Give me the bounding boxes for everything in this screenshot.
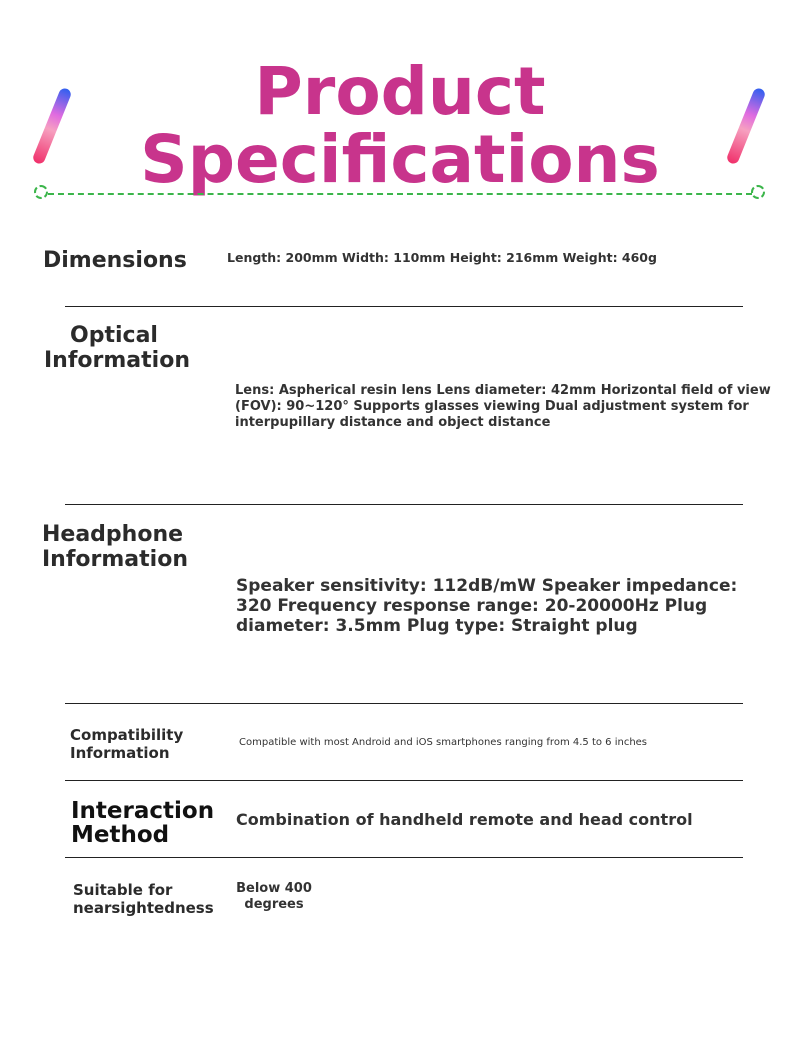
compatibility-information-value: Compatible with most Android and iOS smartphones ranging from 4.5 to 6 inches xyxy=(239,737,648,748)
page-title xyxy=(0,53,800,198)
nearsightedness-label: Suitable for nearsightedness xyxy=(73,881,214,917)
dimensions-label: Dimensions xyxy=(43,248,187,273)
row-divider xyxy=(65,857,743,858)
interaction-method-value: Combination of handheld remote and head control xyxy=(236,810,693,829)
optical-information-value: Lens: Aspherical resin lens Lens diameter: 42mm Horizontal field of view (FOV): 90~120° Supports glasses viewing Dual adjustment system for interpupillary distance and object distance xyxy=(235,383,771,430)
row-divider xyxy=(65,504,743,505)
title-line-2: Specifications xyxy=(140,121,660,198)
headphone-information-value: Speaker sensitivity: 112dB/mW Speaker impedance: 320 Frequency response range: 20-20000Hz Plug diameter: 3.5mm Plug type: Straight plug xyxy=(236,576,738,636)
headphone-information-label: Headphone Information xyxy=(42,522,188,572)
optical-information-label: Optical Information xyxy=(44,323,190,373)
dashed-divider xyxy=(48,193,752,195)
row-divider xyxy=(65,306,743,307)
nearsightedness-value: Below 400 degrees xyxy=(236,881,312,912)
compatibility-information-label: Compatibility Information xyxy=(70,726,184,762)
dashed-circle-left xyxy=(34,185,48,199)
row-divider xyxy=(65,780,743,781)
row-divider xyxy=(65,703,743,704)
title-line-1: Product xyxy=(254,53,546,130)
interaction-method-label: Interaction Method xyxy=(71,798,215,848)
dashed-circle-right xyxy=(751,185,765,199)
dimensions-value: Length: 200mm Width: 110mm Height: 216mm Weight: 460g xyxy=(227,250,657,265)
